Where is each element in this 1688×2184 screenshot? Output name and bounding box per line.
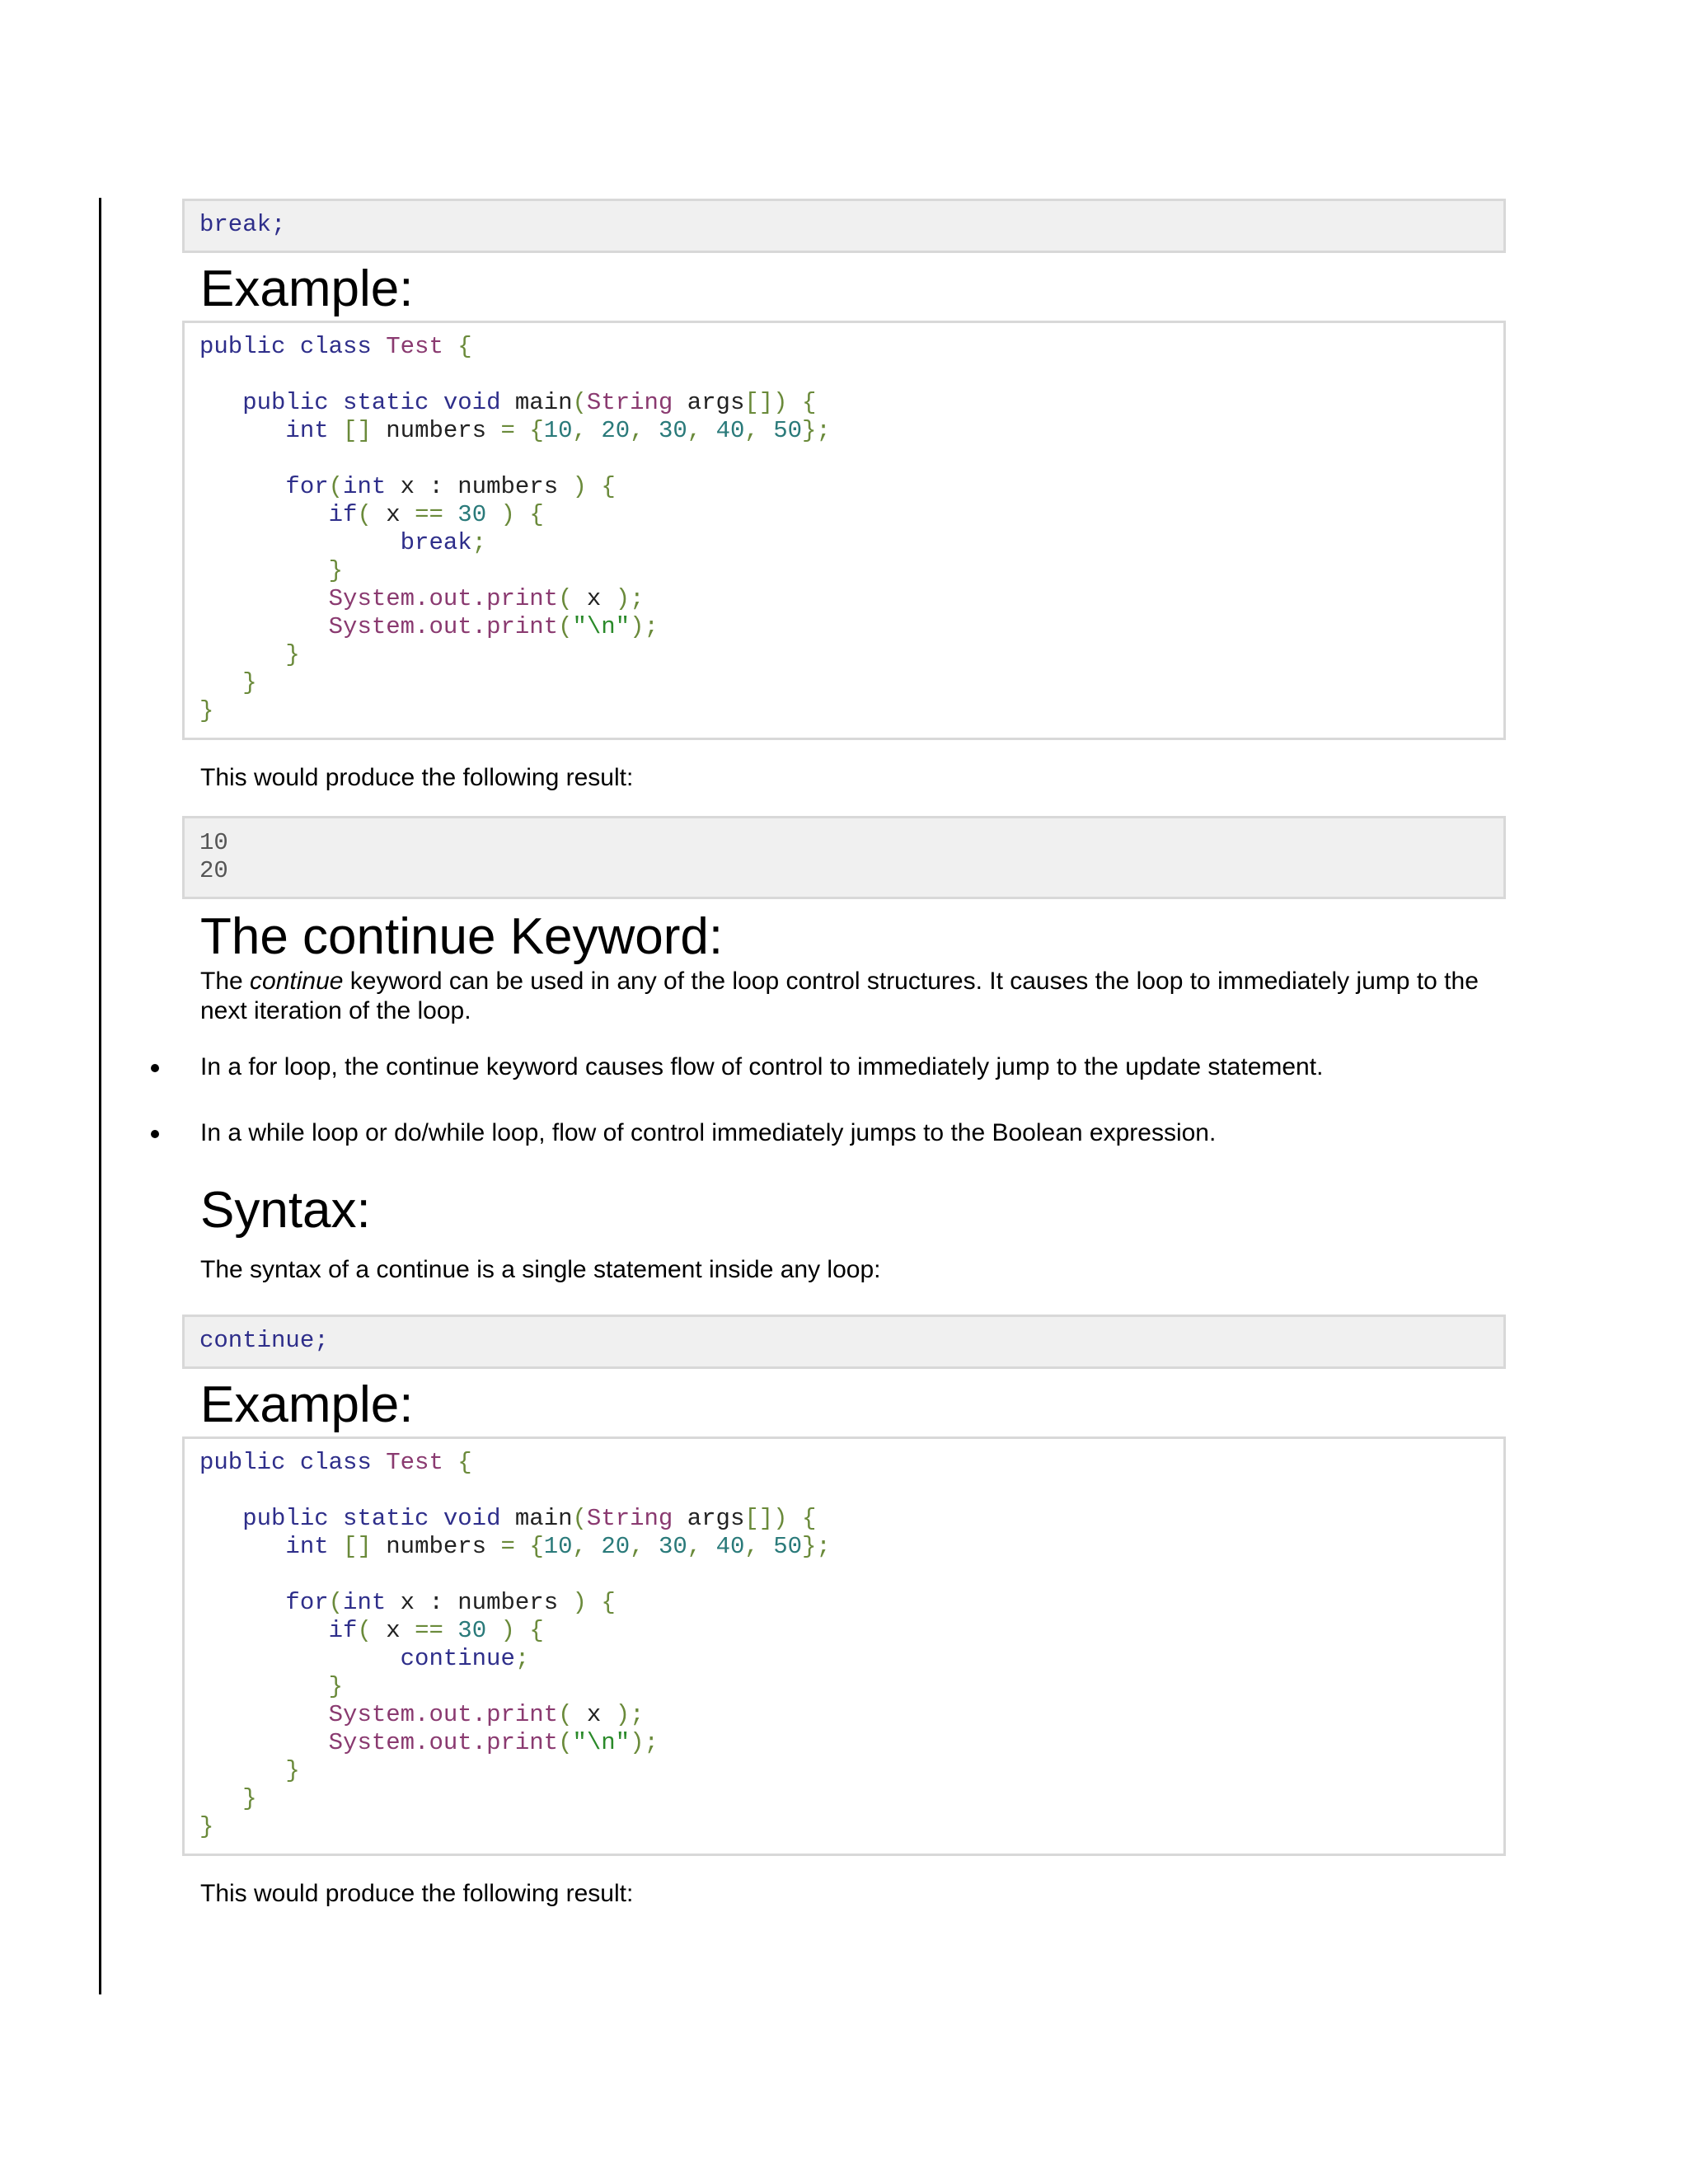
- code-token: for: [285, 473, 329, 500]
- bullet-icon: [151, 1064, 159, 1072]
- code-token: x: [586, 585, 602, 612]
- bullet-icon: [151, 1130, 159, 1138]
- code-token: if: [328, 1617, 358, 1644]
- code-number: 50: [773, 417, 803, 444]
- code-number: 10: [543, 1533, 573, 1560]
- code-token: continue: [400, 1645, 515, 1672]
- code-token: int: [285, 417, 329, 444]
- continue-bullet-list: [182, 1052, 1506, 1148]
- code-token: numbers: [386, 417, 487, 444]
- code-number: 10: [543, 417, 573, 444]
- code-token: x: [386, 1617, 401, 1644]
- code-string: "\n": [572, 613, 631, 640]
- code-number: 50: [773, 1533, 803, 1560]
- code-token: args: [687, 389, 745, 416]
- code-string: "\n": [572, 1729, 631, 1756]
- break-syntax-code: [182, 199, 1506, 253]
- continue-syntax-code: [182, 1315, 1506, 1369]
- code-token: x : numbers: [400, 473, 559, 500]
- list-item: [182, 1052, 1506, 1082]
- code-number: 40: [715, 417, 745, 444]
- break-keyword: break;: [199, 211, 286, 238]
- code-token: String: [586, 389, 673, 416]
- code-token: public static void: [242, 389, 501, 416]
- text-run: keyword can be used in any of the loop control structures. It causes the loop to immediately jump to the next iteration of the loop.: [200, 968, 1479, 1024]
- example-2-code: public class Test { public static void main(String args[]) { int [] numbers = {10, 20, 30, 40, 50}; for(int x : numbers ) { if( x == 30 ) { continue; } System.out.print( x ); System.out.print("\n"); } } }: [182, 1436, 1506, 1856]
- code-token: int: [343, 1589, 387, 1616]
- code-token: args: [687, 1505, 745, 1532]
- code-token: for: [285, 1589, 329, 1616]
- code-token: public class: [199, 1449, 372, 1476]
- code-token: x : numbers: [400, 1589, 559, 1616]
- list-item-text: In a while loop or do/while loop, flow of control immediately jumps to the Boolean expression.: [200, 1119, 1217, 1146]
- example-heading-2: Example:: [200, 1376, 414, 1433]
- list-item: [182, 1118, 1506, 1148]
- continue-description: [182, 967, 1506, 1026]
- code-number: 30: [457, 501, 487, 528]
- result-text-2: This would produce the following result:: [200, 1880, 634, 1907]
- code-token: System.out.print: [328, 1729, 559, 1756]
- code-token: System.out.print: [328, 1701, 559, 1728]
- code-number: 20: [601, 417, 631, 444]
- code-token: public static void: [242, 1505, 501, 1532]
- code-number: 30: [658, 417, 687, 444]
- code-number: 30: [658, 1533, 687, 1560]
- code-number: 40: [715, 1533, 745, 1560]
- code-number: 30: [457, 1617, 487, 1644]
- continue-keyword-heading: The continue Keyword:: [200, 908, 724, 965]
- code-token: if: [328, 501, 358, 528]
- code-token: numbers: [386, 1533, 487, 1560]
- code-token: Test: [386, 333, 443, 360]
- syntax-description: The syntax of a continue is a single statement inside any loop:: [200, 1256, 881, 1283]
- document-content: [182, 199, 1506, 1909]
- code-token: System.out.print: [328, 585, 559, 612]
- example-1-code: public class Test { public static void main(String args[]) { int [] numbers = {10, 20, 30, 40, 50}; for(int x : numbers ) { if( x == 30 ) { break; } System.out.print( x ); System.out.print("\n"); } } }: [182, 321, 1506, 740]
- code-token: x: [586, 1701, 602, 1728]
- code-token: main: [514, 389, 573, 416]
- emphasis-continue: continue: [250, 968, 344, 995]
- code-token: System.out.print: [328, 613, 559, 640]
- example-heading-1: Example:: [200, 260, 414, 317]
- code-number: 20: [601, 1533, 631, 1560]
- list-item-text: In a for loop, the continue keyword causes flow of control to immediately jump to the update statement.: [200, 1053, 1324, 1080]
- code-token: int: [343, 473, 387, 500]
- text-run: The: [200, 968, 251, 995]
- result-text-1: This would produce the following result:: [200, 764, 634, 791]
- continue-keyword: continue;: [199, 1327, 329, 1354]
- output-1: 10 20: [182, 816, 1506, 899]
- code-token: main: [514, 1505, 573, 1532]
- syntax-heading: Syntax:: [200, 1182, 371, 1239]
- code-token: String: [586, 1505, 673, 1532]
- code-token: public class: [199, 333, 372, 360]
- left-margin-rule: [99, 198, 101, 1994]
- code-token: int: [285, 1533, 329, 1560]
- code-token: Test: [386, 1449, 443, 1476]
- code-token: x: [386, 501, 401, 528]
- code-token: break: [400, 529, 472, 556]
